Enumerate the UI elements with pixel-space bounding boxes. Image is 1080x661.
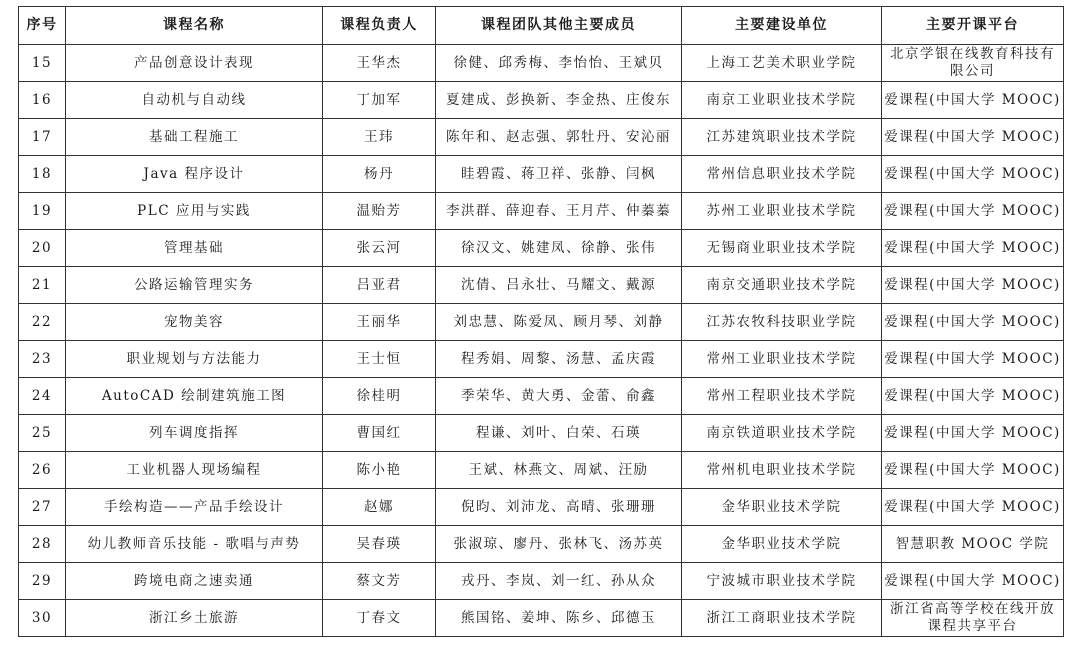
cell-team-members: 季荣华、黄大勇、金蕾、俞鑫 bbox=[436, 378, 682, 415]
table-row bbox=[19, 526, 1064, 563]
cell-course-lead: 吕亚君 bbox=[323, 267, 436, 304]
table-row bbox=[19, 415, 1064, 452]
cell-course-name: Java 程序设计 bbox=[66, 156, 323, 193]
table-row bbox=[19, 267, 1064, 304]
cell-course-name: AutoCAD 绘制建筑施工图 bbox=[66, 378, 323, 415]
table-row bbox=[19, 489, 1064, 526]
cell-platform: 爱课程(中国大学 MOOC) bbox=[882, 304, 1064, 341]
cell-institution: 无锡商业职业技术学院 bbox=[682, 230, 882, 267]
cell-course-lead: 王华杰 bbox=[323, 45, 436, 82]
cell-number: 19 bbox=[19, 193, 66, 230]
cell-team-members: 张淑琼、廖丹、张林飞、汤苏英 bbox=[436, 526, 682, 563]
cell-course-name: 职业规划与方法能力 bbox=[66, 341, 323, 378]
cell-team-members: 徐健、邱秀梅、李怡怡、王斌贝 bbox=[436, 45, 682, 82]
table-row bbox=[19, 304, 1064, 341]
table-header-row bbox=[19, 7, 1064, 45]
cell-platform: 北京学银在线教育科技有限公司 bbox=[882, 45, 1064, 82]
table-row bbox=[19, 378, 1064, 415]
cell-number: 30 bbox=[19, 600, 66, 637]
cell-platform: 爱课程(中国大学 MOOC) bbox=[882, 82, 1064, 119]
header-number: 序号 bbox=[19, 7, 66, 45]
cell-number: 16 bbox=[19, 82, 66, 119]
table-row bbox=[19, 119, 1064, 156]
cell-team-members: 徐汉文、姚建凤、徐静、张伟 bbox=[436, 230, 682, 267]
cell-team-members: 熊国铭、姜坤、陈乡、邱德玉 bbox=[436, 600, 682, 637]
cell-course-name: 工业机器人现场编程 bbox=[66, 452, 323, 489]
cell-number: 26 bbox=[19, 452, 66, 489]
cell-number: 27 bbox=[19, 489, 66, 526]
cell-course-lead: 王丽华 bbox=[323, 304, 436, 341]
cell-course-name: 列车调度指挥 bbox=[66, 415, 323, 452]
header-course-name: 课程名称 bbox=[66, 7, 323, 45]
cell-course-name: 自动机与自动线 bbox=[66, 82, 323, 119]
cell-institution: 苏州工业职业技术学院 bbox=[682, 193, 882, 230]
cell-platform: 浙江省高等学校在线开放课程共享平台 bbox=[882, 600, 1064, 637]
table-row bbox=[19, 82, 1064, 119]
cell-course-name: 基础工程施工 bbox=[66, 119, 323, 156]
cell-team-members: 沈倩、吕永壮、马耀文、戴源 bbox=[436, 267, 682, 304]
cell-course-lead: 赵娜 bbox=[323, 489, 436, 526]
table-row bbox=[19, 45, 1064, 82]
cell-team-members: 程秀娟、周黎、汤慧、孟庆霞 bbox=[436, 341, 682, 378]
cell-institution: 宁波城市职业技术学院 bbox=[682, 563, 882, 600]
cell-platform: 爱课程(中国大学 MOOC) bbox=[882, 563, 1064, 600]
cell-platform: 爱课程(中国大学 MOOC) bbox=[882, 378, 1064, 415]
cell-institution: 上海工艺美术职业学院 bbox=[682, 45, 882, 82]
cell-team-members: 倪昀、刘沛龙、高晴、张珊珊 bbox=[436, 489, 682, 526]
cell-institution: 江苏建筑职业技术学院 bbox=[682, 119, 882, 156]
cell-institution: 金华职业技术学院 bbox=[682, 489, 882, 526]
cell-course-lead: 徐桂明 bbox=[323, 378, 436, 415]
cell-institution: 常州机电职业技术学院 bbox=[682, 452, 882, 489]
cell-number: 29 bbox=[19, 563, 66, 600]
cell-number: 28 bbox=[19, 526, 66, 563]
table-row bbox=[19, 230, 1064, 267]
cell-institution: 金华职业技术学院 bbox=[682, 526, 882, 563]
cell-platform: 爱课程(中国大学 MOOC) bbox=[882, 119, 1064, 156]
cell-platform: 爱课程(中国大学 MOOC) bbox=[882, 267, 1064, 304]
cell-number: 24 bbox=[19, 378, 66, 415]
cell-number: 21 bbox=[19, 267, 66, 304]
cell-team-members: 程谦、刘叶、白荣、石瑛 bbox=[436, 415, 682, 452]
cell-course-name: 跨境电商之速卖通 bbox=[66, 563, 323, 600]
cell-platform: 智慧职教 MOOC 学院 bbox=[882, 526, 1064, 563]
course-table bbox=[18, 6, 1064, 637]
cell-team-members: 眭碧霞、蒋卫祥、张静、闫枫 bbox=[436, 156, 682, 193]
cell-team-members: 刘忠慧、陈爱凤、顾月琴、刘静 bbox=[436, 304, 682, 341]
cell-number: 20 bbox=[19, 230, 66, 267]
cell-course-lead: 王玮 bbox=[323, 119, 436, 156]
cell-team-members: 陈年和、赵志强、郭牡丹、安沁丽 bbox=[436, 119, 682, 156]
cell-platform: 爱课程(中国大学 MOOC) bbox=[882, 489, 1064, 526]
cell-institution: 南京铁道职业技术学院 bbox=[682, 415, 882, 452]
cell-platform: 爱课程(中国大学 MOOC) bbox=[882, 452, 1064, 489]
cell-institution: 常州信息职业技术学院 bbox=[682, 156, 882, 193]
cell-number: 15 bbox=[19, 45, 66, 82]
cell-course-lead: 陈小艳 bbox=[323, 452, 436, 489]
cell-course-lead: 杨丹 bbox=[323, 156, 436, 193]
cell-team-members: 戎丹、李岚、刘一红、孙从众 bbox=[436, 563, 682, 600]
table-body bbox=[19, 45, 1064, 637]
cell-platform: 爱课程(中国大学 MOOC) bbox=[882, 230, 1064, 267]
cell-team-members: 王斌、林燕文、周斌、汪励 bbox=[436, 452, 682, 489]
cell-platform: 爱课程(中国大学 MOOC) bbox=[882, 341, 1064, 378]
cell-institution: 南京工业职业技术学院 bbox=[682, 82, 882, 119]
table-row bbox=[19, 452, 1064, 489]
header-course-lead: 课程负责人 bbox=[323, 7, 436, 45]
cell-course-name: 管理基础 bbox=[66, 230, 323, 267]
cell-course-name: 浙江乡土旅游 bbox=[66, 600, 323, 637]
cell-number: 18 bbox=[19, 156, 66, 193]
cell-course-name: PLC 应用与实践 bbox=[66, 193, 323, 230]
cell-team-members: 李洪群、薛迎春、王月芹、仲蓁蓁 bbox=[436, 193, 682, 230]
cell-number: 22 bbox=[19, 304, 66, 341]
cell-number: 17 bbox=[19, 119, 66, 156]
cell-platform: 爱课程(中国大学 MOOC) bbox=[882, 156, 1064, 193]
cell-institution: 南京交通职业技术学院 bbox=[682, 267, 882, 304]
table-row bbox=[19, 156, 1064, 193]
cell-institution: 江苏农牧科技职业学院 bbox=[682, 304, 882, 341]
cell-course-lead: 王士恒 bbox=[323, 341, 436, 378]
table-row bbox=[19, 563, 1064, 600]
cell-number: 23 bbox=[19, 341, 66, 378]
cell-course-name: 手绘构造——产品手绘设计 bbox=[66, 489, 323, 526]
table-row bbox=[19, 193, 1064, 230]
cell-course-name: 产品创意设计表现 bbox=[66, 45, 323, 82]
cell-institution: 常州工业职业技术学院 bbox=[682, 341, 882, 378]
cell-course-name: 幼儿教师音乐技能 - 歌唱与声势 bbox=[66, 526, 323, 563]
cell-course-name: 公路运输管理实务 bbox=[66, 267, 323, 304]
cell-team-members: 夏建成、彭换新、李金热、庄俊东 bbox=[436, 82, 682, 119]
header-platform: 主要开课平台 bbox=[882, 7, 1064, 45]
table-row bbox=[19, 341, 1064, 378]
cell-institution: 浙江工商职业技术学院 bbox=[682, 600, 882, 637]
cell-number: 25 bbox=[19, 415, 66, 452]
table-row bbox=[19, 600, 1064, 637]
cell-course-lead: 温贻芳 bbox=[323, 193, 436, 230]
cell-platform: 爱课程(中国大学 MOOC) bbox=[882, 193, 1064, 230]
header-team-members: 课程团队其他主要成员 bbox=[436, 7, 682, 45]
cell-course-lead: 蔡文芳 bbox=[323, 563, 436, 600]
cell-institution: 常州工程职业技术学院 bbox=[682, 378, 882, 415]
cell-course-name: 宠物美容 bbox=[66, 304, 323, 341]
cell-course-lead: 张云河 bbox=[323, 230, 436, 267]
cell-platform: 爱课程(中国大学 MOOC) bbox=[882, 415, 1064, 452]
cell-course-lead: 丁加军 bbox=[323, 82, 436, 119]
cell-course-lead: 吴春瑛 bbox=[323, 526, 436, 563]
cell-course-lead: 丁春文 bbox=[323, 600, 436, 637]
header-institution: 主要建设单位 bbox=[682, 7, 882, 45]
cell-course-lead: 曹国红 bbox=[323, 415, 436, 452]
